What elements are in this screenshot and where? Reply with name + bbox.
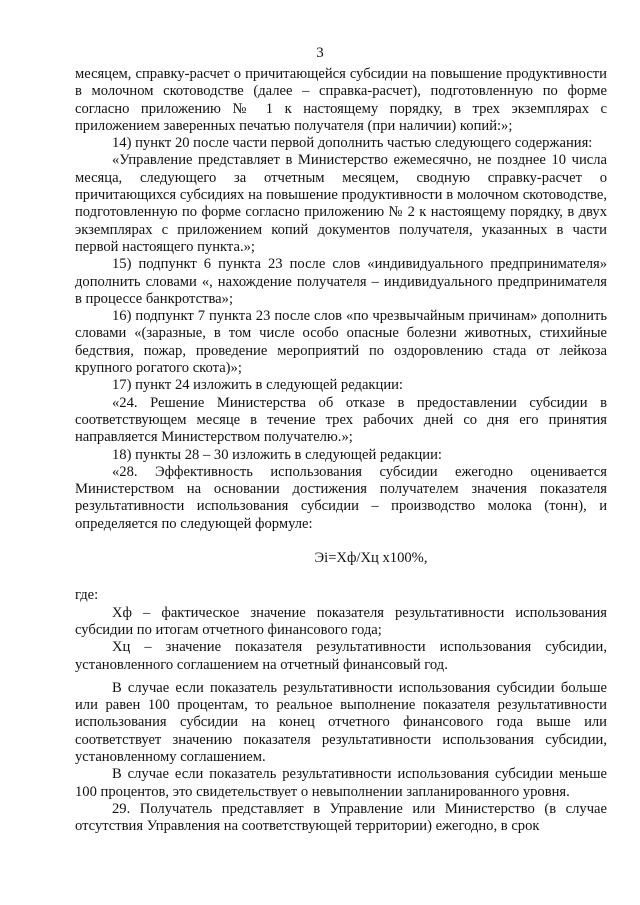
paragraph: 29. Получатель представляет в Управление или Министерство (в случае отсутствия Управления на соответствующей территории) ежегодно, в срок [75, 800, 607, 835]
page-number: 3 [316, 45, 324, 61]
paragraph: 15) подпункт 6 пункта 23 после слов «индивидуального предпринимателя» дополнить словами «, нахождение получателя – индивидуального предпринимателя в процессе банкротства»; [75, 256, 607, 307]
paragraph: 16) подпункт 7 пункта 23 после слов «по чрезвычайным причинам» дополнить словами «(заразные, в том числе особо опасные болезни животных, стихийные бедствия, пожар, проведение мероприятий по оздоровлению стада от лейкоза крупного рогатого скота)»; [75, 308, 607, 377]
where-label: где: [75, 587, 99, 604]
paragraph: «28. Эффективность использования субсидии ежегодно оценивается Министерством на основании достижения получателем значения показателя результативности использования субсидии – производство молока (тонн), и определяется по следующей формуле: [75, 463, 607, 532]
document-body [75, 66, 607, 835]
paragraph: 14) пункт 20 после части первой дополнить частью следующего содержания: [112, 135, 593, 152]
paragraph: 18) пункты 28 – 30 изложить в следующей редакции: [112, 446, 442, 463]
paragraph: В случае если показатель результативности использования субсидии меньше 100 процентов, это свидетельствует о невыполнении запланированного уровня. [75, 766, 607, 800]
paragraph: Хц – значение показателя результативности использования субсидии, установленного соглашением на отчетный финансовый год. [75, 639, 607, 673]
formula: Эi=Хф/Хц х100%, [314, 550, 428, 567]
paragraph: «24. Решение Министерства об отказе в предоставлении субсидии в соответствующем месяце в течение трех рабочих дней со дня его принятия направляется Министерством получателю.»; [75, 394, 607, 446]
paragraph: «Управление представляет в Министерство ежемесячно, не позднее 10 числа месяца, следующего за отчетным месяцем, сводную справку-расчет о причитающихся субсидиях на повышение продуктивности в молочном скотоводстве, подготовленную по форме согласно приложению № 2 к настоящему порядку, в двух экземплярах с приложением копий документов получателя, указанных в части первой настоящего пункта.»; [75, 152, 607, 255]
paragraph: 17) пункт 24 изложить в следующей редакции: [112, 377, 403, 394]
paragraph: Хф – фактическое значение показателя результативности использования субсидии по итогам отчетного финансового года; [75, 604, 607, 638]
paragraph: месяцем, справку-расчет о причитающейся субсидии на повышение продуктивности в молочном скотоводстве (далее – справка-расчет), подготовленную по форме согласно приложению № 1 к настоящему порядку, в трех экземплярах с приложением заверенных печатью получателя (при наличии) копий:»; [75, 66, 607, 134]
paragraph: В случае если показатель результативности использования субсидии больше или равен 100 процентам, то реальное выполнение показателя результативности использования субсидии на конец отчетного финансового года выше или соответствует значению показателя результативности использования субсидии, установленному соглашением. [75, 679, 607, 765]
